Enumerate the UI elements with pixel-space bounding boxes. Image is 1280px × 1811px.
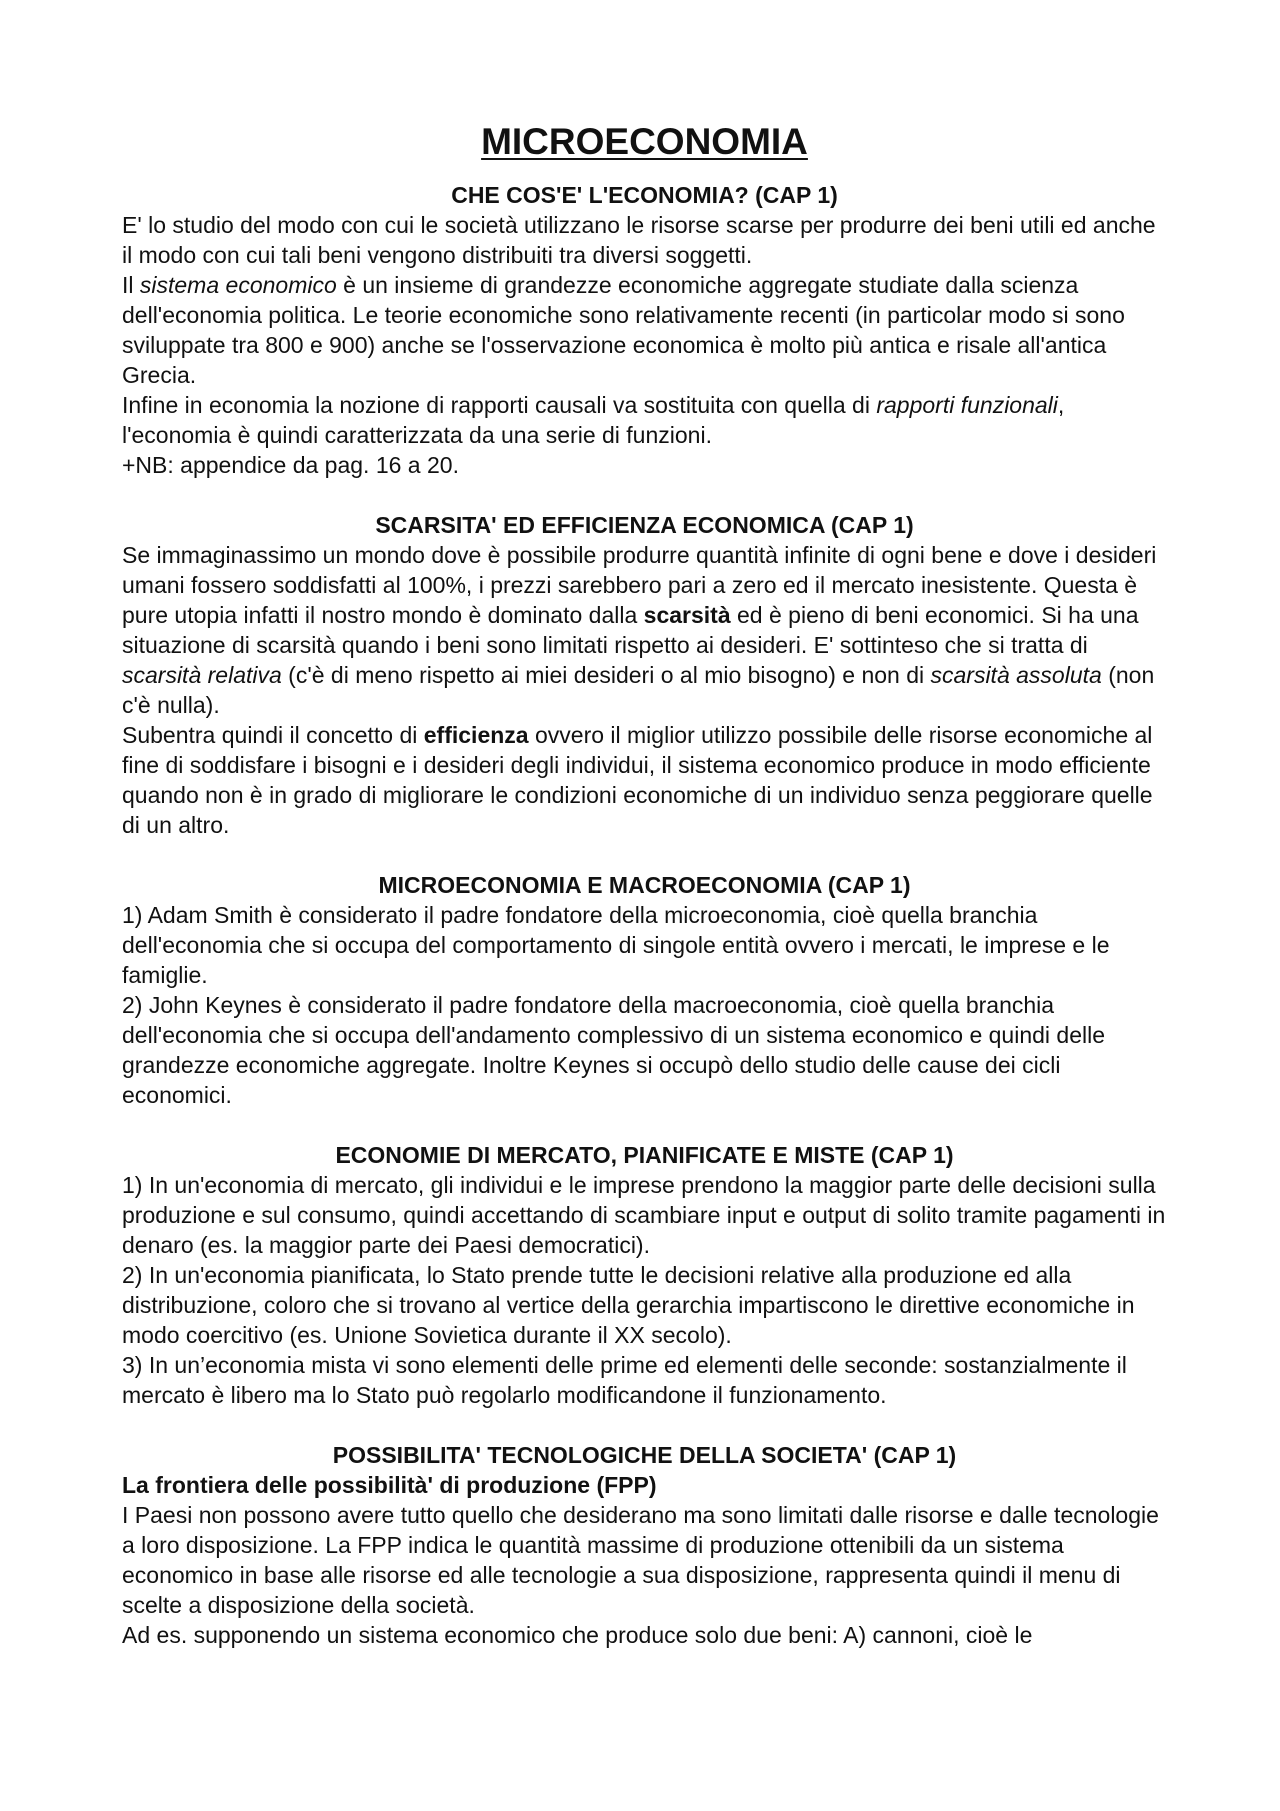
paragraph: Il sistema economico è un insieme di grandezze economiche aggregate studiate dalla scienza dell'economia politica. Le teorie economiche sono relativamente recenti (in particolar modo si sono sviluppate tra 800 e 900) anche se l'osservazione economica è molto più antica e risale all'antica Grecia.: [122, 272, 1125, 388]
section-technological-possibilities: [122, 1440, 1167, 1650]
document-page: [122, 118, 1167, 1650]
section-economy-types: [122, 1140, 1167, 1410]
spacer: [122, 840, 1167, 870]
section-scarcity-efficiency: [122, 510, 1167, 840]
section-heading: CHE COS'E' L'ECONOMIA? (CAP 1): [451, 182, 838, 208]
section-heading: POSSIBILITA' TECNOLOGICHE DELLA SOCIETA' (CAP 1): [332, 1442, 957, 1468]
paragraph: Infine in economia la nozione di rapporti causali va sostituita con quella di rapporti funzionali, l'economia è quindi caratterizzata da una serie di funzioni.: [122, 392, 1065, 448]
section-what-is-economy: [122, 180, 1167, 480]
section-heading: ECONOMIE DI MERCATO, PIANIFICATE E MISTE (CAP 1): [335, 1142, 954, 1168]
paragraph: E' lo studio del modo con cui le società utilizzano le risorse scarse per produrre dei beni utili ed anche il modo con cui tali beni vengono distribuiti tra diversi soggetti.: [122, 212, 1156, 268]
section-micro-macro: [122, 870, 1167, 1110]
section-heading: SCARSITA' ED EFFICIENZA ECONOMICA (CAP 1): [375, 512, 914, 538]
italic-term: sistema economico: [139, 272, 337, 298]
spacer: [122, 1410, 1167, 1440]
document-title: MICROECONOMIA: [481, 121, 808, 162]
bold-term: efficienza: [423, 722, 529, 748]
italic-term: rapporti funzionali: [876, 392, 1058, 418]
paragraph: 1) Adam Smith è considerato il padre fondatore della microeconomia, cioè quella branchia dell'economia che si occupa del comportamento di singole entità ovvero i mercati, le imprese e le famiglie.: [122, 902, 1110, 988]
paragraph: 1) In un'economia di mercato, gli individui e le imprese prendono la maggior parte delle decisioni sulla produzione e sul consumo, quindi accettando di scambiare input e output di solito tramite pagamenti in denaro (es. la maggior parte dei Paesi democratici).: [122, 1172, 1166, 1258]
paragraph: Subentra quindi il concetto di efficienza ovvero il miglior utilizzo possibile delle risorse economiche al fine di soddisfare i bisogni e i desideri degli individui, il sistema economico produce in modo efficiente quando non è in grado di migliorare le condizioni economiche di un individuo senza peggiorare quelle di un altro.: [122, 722, 1153, 838]
spacer: [122, 1110, 1167, 1140]
paragraph: Se immaginassimo un mondo dove è possibile produrre quantità infinite di ogni bene e dove i desideri umani fossero soddisfatti al 100%, i prezzi sarebbero pari a zero ed il mercato inesistente. Questa è pure utopia infatti il nostro mondo è dominato dalla scarsità ed è pieno di beni economici. Si ha una situazione di scarsità quando i beni sono limitati rispetto ai desideri. E' sottinteso che si tratta di scarsità relativa (c'è di meno rispetto ai miei desideri o al mio bisogno) e non di scarsità assoluta (non c'è nulla).: [122, 542, 1157, 718]
bold-term: scarsità: [643, 602, 731, 628]
paragraph: 2) In un'economia pianificata, lo Stato prende tutte le decisioni relative alla produzione ed alla distribuzione, coloro che si trovano al vertice della gerarchia impartiscono le direttive economiche in modo coercitivo (es. Unione Sovietica durante il XX secolo).: [122, 1262, 1135, 1348]
italic-term: scarsità relativa: [122, 662, 282, 688]
italic-term: scarsità assoluta: [930, 662, 1102, 688]
paragraph: Ad es. supponendo un sistema economico che produce solo due beni: A) cannoni, cioè le: [122, 1622, 1033, 1648]
paragraph: I Paesi non possono avere tutto quello che desiderano ma sono limitati dalle risorse e dalle tecnologie a loro disposizione. La FPP indica le quantità massime di produzione ottenibili da un sistema economico in base alle risorse ed alle tecnologie a sua disposizione, rappresenta quindi il menu di scelte a disposizione della società.: [122, 1502, 1159, 1618]
paragraph: 3) In un’economia mista vi sono elementi delle prime ed elementi delle seconde: sostanzialmente il mercato è libero ma lo Stato può regolarlo modificandone il funzionamento.: [122, 1352, 1127, 1408]
section-heading: MICROECONOMIA E MACROECONOMIA (CAP 1): [378, 872, 911, 898]
paragraph: +NB: appendice da pag. 16 a 20.: [122, 452, 459, 478]
sub-heading: La frontiera delle possibilità' di produzione (FPP): [122, 1472, 657, 1498]
spacer: [122, 480, 1167, 510]
paragraph: 2) John Keynes è considerato il padre fondatore della macroeconomia, cioè quella branchia dell'economia che si occupa dell'andamento complessivo di un sistema economico e quindi delle grandezze economiche aggregate. Inoltre Keynes si occupò dello studio delle cause dei cicli economici.: [122, 992, 1106, 1108]
